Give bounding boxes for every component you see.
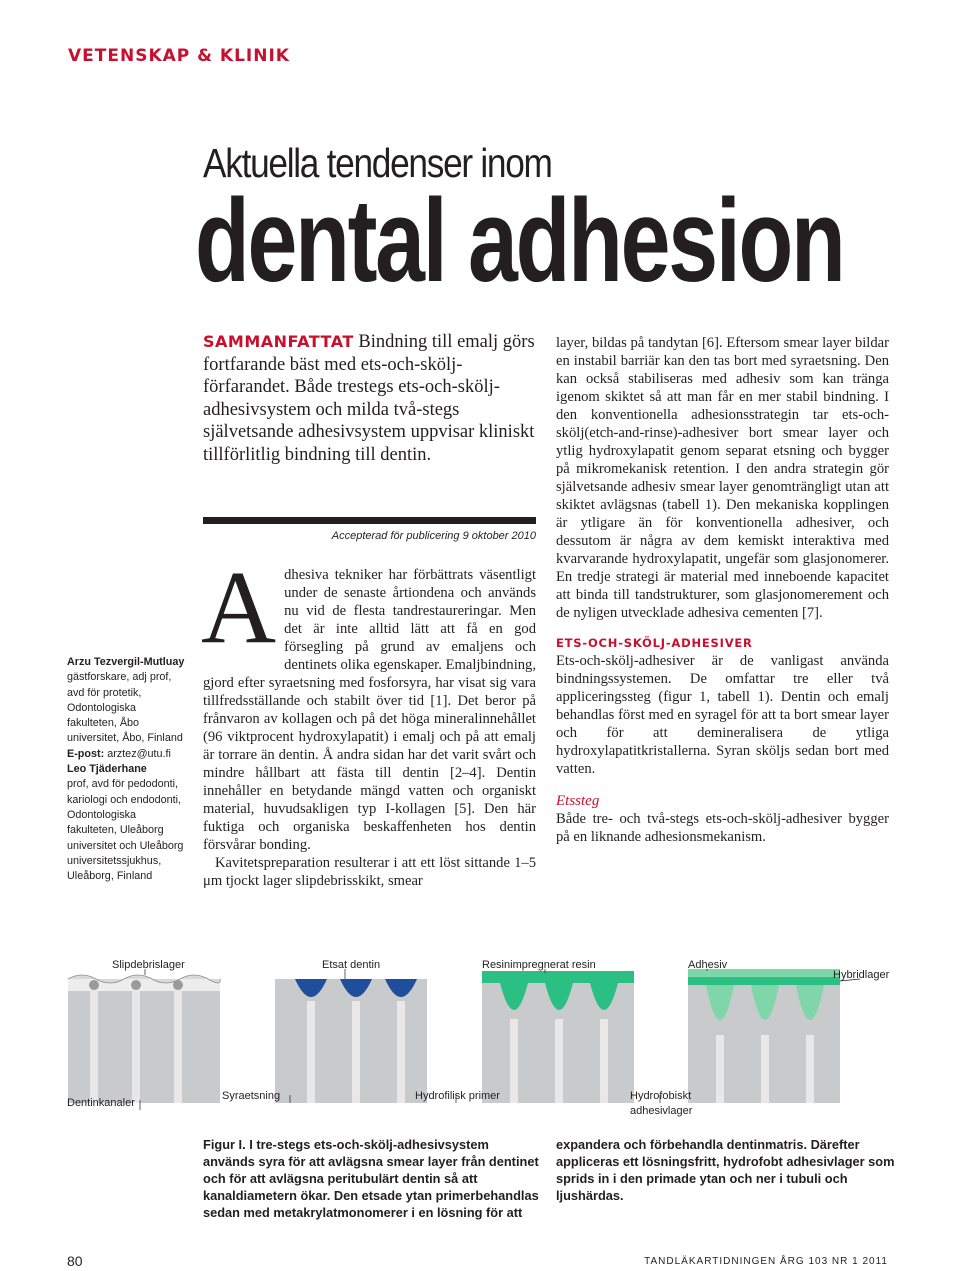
- label-etsat-dentin: Etsat dentin: [322, 959, 381, 971]
- body-column-2: [556, 334, 889, 846]
- figure-1: [0, 955, 960, 1125]
- figure-caption-left: Figur I. I tre-stegs ets-och-skölj-adhesivsystem används syra för att avlägsna smear layer från dentinet och för att avlägsna peritubulärt dentin så att kanaldiametern ökar. Den etsade ytan primerbehandlas sedan med metakrylatmonomerer i en lösning för att: [203, 1137, 539, 1220]
- label-adhesiv: Adhesiv: [688, 959, 728, 971]
- title-line2: dental adhesion: [195, 175, 844, 307]
- title-line1: Aktuella tendenser inom: [203, 140, 552, 186]
- author1-affiliation: gästforskare, adj prof, avd för protetik, Odontologiska fakulteten, Åbo universitet, Åbo, Finland: [67, 671, 183, 745]
- author2-affiliation: prof, avd för pedodonti, kariologi och endodonti, Odontologiska fakulteten, Uleåborg universitet och Uleåborg universitetssjukhus, Uleåborg, Finland: [67, 778, 184, 883]
- page-number: 80: [67, 1253, 83, 1269]
- email-label: E-post:: [67, 747, 105, 760]
- subheading-italic: Etssteg: [556, 793, 600, 809]
- accepted-date: Accepterad för publicering 9 oktober 2010: [331, 530, 536, 542]
- label-slipdebrislager: Slipdebrislager: [112, 959, 185, 971]
- body-column-1: [201, 550, 536, 890]
- label-hydrofilisk-primer: Hydrofilisk primer: [415, 1090, 500, 1102]
- author-block: [67, 655, 187, 884]
- label-adhesivlager: adhesivlager: [630, 1105, 693, 1117]
- summary: [203, 331, 538, 467]
- author1-email-line: [67, 747, 187, 762]
- subheading: ETS-OCH-SKÖLJ-ADHESIVER: [556, 636, 753, 650]
- drop-cap: A: [201, 550, 277, 665]
- panel-adhesive: [688, 969, 840, 1103]
- label-dentinkanaler: Dentinkanaler: [67, 1097, 135, 1109]
- author1-email[interactable]: arztez@utu.fi: [107, 747, 171, 760]
- summary-text: Bindning till emalj görs fortfarande bäst med ets-och-skölj-förfarandet. Både trestegs ets-och-skölj-adhesivsystem och milda två-stegs självetsande adhesivsystem uppvisar kliniskt tillförlitlig bindning till dentin.: [203, 332, 535, 465]
- paragraph: Kavitetspreparation resulterar i att ett löst sittande 1–5 μm tjockt lager slipdebrisskikt, smear: [203, 855, 536, 889]
- label-syraetsning: Syraetsning: [222, 1090, 281, 1102]
- author2-name: Leo Tjäderhane: [67, 763, 147, 776]
- figure-caption-right: expandera och förbehandla dentinmatris. Därefter appliceras ett lösningsfritt, hydrofobt adhesivlager som sprids in i den primade ytan och ner i tubuli och ljushärdas.: [556, 1137, 895, 1203]
- paragraph: dhesiva tekniker har förbättrats väsentligt under de senaste årtiondena och används nu vid de flesta tandrestaureringar. Men det är inte alltid lätt att få en god försegling på grund av emaljens och dentinets olika egenskaper. Emaljbindning, gjord efter syraetsning med fosforsyra, har visat sig vara tillfredsställande och stabilt över tid [1]. Det beror på frånvaron av kollagen och på det höga mineralinnehållet (96 viktprocent hydroxylapatit) i emalj och på att emalj är torrare än dentin. Å andra sidan har det varit svårt och mindre hållbart att fästa till dentin [2–4]. Dentin innehåller en betydande mängd vatten och organiskt material, huvudsakligen typ I-kollagen [5]. Den här fuktiga och organiska beskaffenheten hos dentin försvårar bonding.: [203, 567, 536, 853]
- section-label: VETENSKAP & KLINIK: [68, 46, 290, 66]
- panel-debris: [68, 975, 220, 1103]
- label-resinimpregnerat: Resinimpregnerat resin: [482, 959, 596, 971]
- paragraph: layer, bildas på tandytan [6]. Eftersom smear layer bildar en instabil barriär kan den tas bort med syraetsning. Den kan också stabiliseras med adhesiv som kan tränga igenom skiktet så att man får en mer stabil bindning. I den konventionella adhesionsstrategin tar ets-och-skölj(etch-and-rinse)-adhesiver bort smear layer och ytlig hydroxylapatit genom separat etsning och bygger på mikromekanisk retention. I den andra strategin gör självetsande adhesiv smear layer genomträngligt utan att skiktet avlägsnas (tabell 1). Den mekaniska kopplingen är ytligare än för konventionella adhesiver, och dessutom är några av dem kemiskt interaktiva med kvarvarande hydroxylapatit, ungefär som glasjonomerer. En tredje strategi är material med inneboende kapacitet att binda till tandstrukturer, som glasjonomerement och de nyligen utvecklade adhesiva cementen [7].: [556, 335, 889, 621]
- author1-name: Arzu Tezvergil-Mutluay: [67, 656, 185, 668]
- paragraph: Både tre- och två-stegs ets-och-skölj-adhesiver bygger på en liknande adhesionsmekanism.: [556, 811, 889, 845]
- label-hydrofobiskt: Hydrofobiskt: [630, 1090, 692, 1102]
- paragraph: Ets-och-skölj-adhesiver är de vanligast använda bindningssystemen. De omfattar tre eller två appliceringssteg (figur 1, tabell 1). Dentin och emalj behandlas först med en syragel för att ta bort smear layer och för att demineralisera de ytliga hydroxylapatitkristallerna. Syran sköljs sedan bort med vatten.: [556, 653, 889, 777]
- panel-etched: [275, 979, 427, 1103]
- label-hybridlager: Hybridlager: [833, 969, 890, 981]
- journal-footer: TANDLÄKARTIDNINGEN ÅRG 103 NR 1 2011: [644, 1256, 888, 1267]
- panel-primer: [482, 971, 634, 1103]
- summary-lead: SAMMANFATTAT: [203, 332, 354, 351]
- divider-rule: [203, 517, 536, 524]
